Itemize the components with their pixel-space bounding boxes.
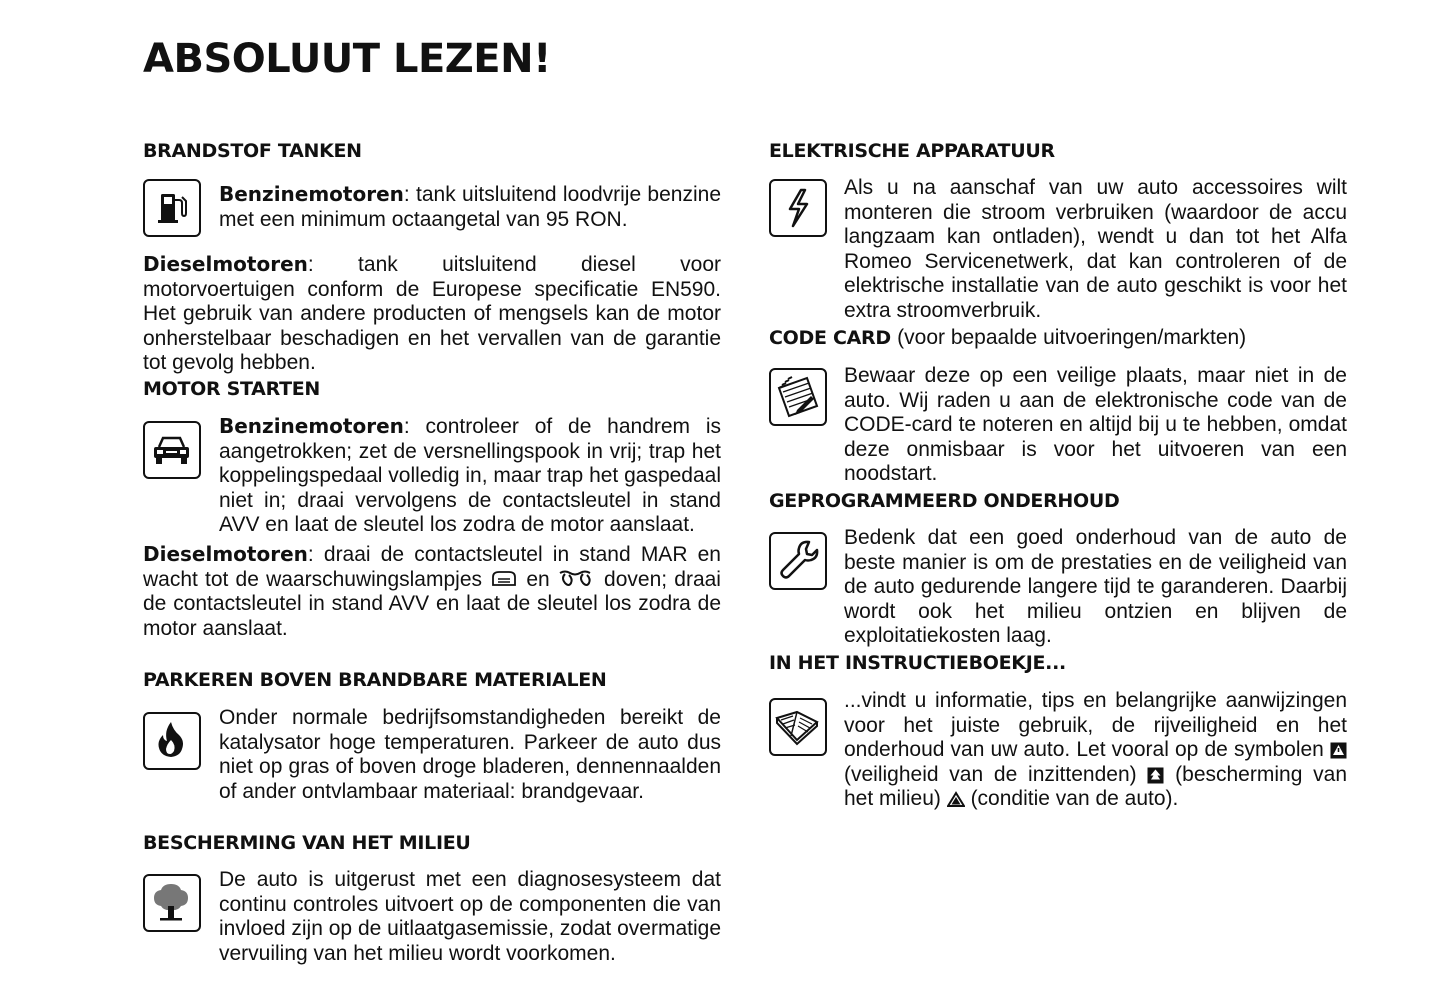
heading-parking: PARKEREN BOVEN BRANDBARE MATERIALEN	[143, 669, 607, 691]
fire-icon	[143, 712, 201, 770]
parking-text: Onder normale bedrijfsomstandigheden bereikt de katalysator hoge temperaturen. Parkeer de auto dus niet op gras of boven droge bladeren, dennennaalden of ander ontvlambaar materiaal: brandgevaar.	[219, 706, 721, 803]
car-condition-icon	[947, 791, 965, 808]
environment-text: De auto is uitgerust met een diagnosesysteem dat continu controles uitvoert op de componenten die van invloed zijn op de uitlaatgasemissie, zodat overmatige vervuiling van het milieu wordt voorkomen.	[219, 868, 721, 965]
manual-text-4: (conditie van de auto).	[970, 787, 1179, 810]
fuel-pump-icon	[143, 179, 201, 237]
fuel-diesel-paragraph	[143, 252, 721, 376]
heading-environment: BESCHERMING VAN HET MILIEU	[143, 832, 471, 854]
manual-text-3: (bescherming van het milieu)	[844, 762, 1347, 810]
code-card-text: Bewaar deze op een veilige plaats, maar niet in de auto. Wij raden u aan de elektronische code van de CODE-card te noteren en altijd bij u te hebben, omdat deze onmisbaar is voor het uitvoeren van een noodstart.	[844, 364, 1347, 485]
fuel-petrol-text: : tank uitsluitend loodvrije benzine met een minimum octaangetal van 95 RON.	[219, 183, 721, 231]
open-book-icon	[769, 698, 827, 756]
fuel-diesel-label: Dieselmotoren	[143, 252, 308, 276]
glow-plug-warning-icon	[557, 569, 597, 589]
car-front-icon	[143, 421, 201, 479]
fuel-diesel-text: : tank uitsluitend diesel voor motorvoertuigen conform de Europese specificatie EN590. Het gebruik van andere producten of mengsels kan de motor onherstelbaar beschadigen en het vervallen van de garantie tot gevolg hebben.	[143, 253, 721, 374]
page-title: ABSOLUUT LEZEN!	[143, 36, 551, 82]
start-petrol-text: : controleer of de handrem is aangetrokken; zet de versnellingspook in vrij; trap het koppelingspedaal volledig in, maar trap het gaspedaal niet in; draai vervolgens de contactsleutel in stand AVV en laat de sleutel los zodra de motor aanslaat.	[219, 415, 722, 536]
start-petrol-paragraph	[219, 414, 721, 538]
heading-code-card-title: CODE CARD	[769, 327, 891, 349]
heading-electrical: ELEKTRISCHE APPARATUUR	[769, 140, 1055, 162]
warning-safety-icon	[1330, 742, 1347, 759]
lightning-icon	[769, 179, 827, 237]
start-diesel-text-and: en	[526, 567, 550, 591]
heading-manual: IN HET INSTRUCTIEBOEKJE...	[769, 652, 1066, 674]
heading-maintenance: GEPROGRAMMEERD ONDERHOUD	[769, 490, 1120, 512]
start-diesel-paragraph	[143, 542, 721, 641]
tree-icon	[143, 874, 201, 932]
wrench-icon	[769, 532, 827, 590]
fuel-petrol-label: Benzinemotoren	[219, 182, 404, 206]
manual-paragraph	[844, 689, 1347, 812]
start-diesel-text-1: : draai de contactsleutel in stand MAR en wacht tot de waarschuwingslampjes	[143, 543, 721, 591]
start-diesel-text-2: doven; draai de contactsleutel in stand AVV en laat de sleutel los zodra de motor aanslaat.	[143, 567, 721, 640]
notebook-icon	[769, 368, 827, 426]
heading-fuel: BRANDSTOF TANKEN	[143, 140, 362, 162]
manual-text-2: (veiligheid van de inzittenden)	[844, 762, 1137, 786]
heading-code-card-note: (voor bepaalde uitvoeringen/markten)	[897, 326, 1247, 349]
environment-symbol-icon	[1147, 767, 1164, 784]
start-petrol-label: Benzinemotoren	[219, 414, 404, 438]
electrical-text: Als u na aanschaf van uw auto accessoires wilt monteren die stroom verbruiken (waardoor de accu langzaam kan ontladen), wendt u dan tot het Alfa Romeo Servicenetwerk, dat kan controleren of de elektrische installatie van de auto geschikt is voor het extra stroomverbruik.	[844, 176, 1347, 322]
fuel-petrol-paragraph	[219, 182, 721, 232]
manual-text-1: ...vindt u informatie, tips en belangrijke aanwijzingen voor het juiste gebruik, de rijveiligheid en het onderhoud van uw auto. Let vooral op de symbolen	[844, 689, 1347, 761]
start-diesel-label: Dieselmotoren	[143, 542, 308, 566]
maintenance-text: Bedenk dat een goed onderhoud van de auto de beste manier is om de prestaties en de veiligheid van de auto gedurende langere tijd te garanderen. Daarbij wordt ook het milieu ontzien en blijven de exploitatiekosten laag.	[844, 526, 1347, 647]
heading-code-card	[769, 326, 1246, 350]
fuel-filter-warning-icon	[489, 569, 519, 589]
heading-start: MOTOR STARTEN	[143, 378, 321, 400]
